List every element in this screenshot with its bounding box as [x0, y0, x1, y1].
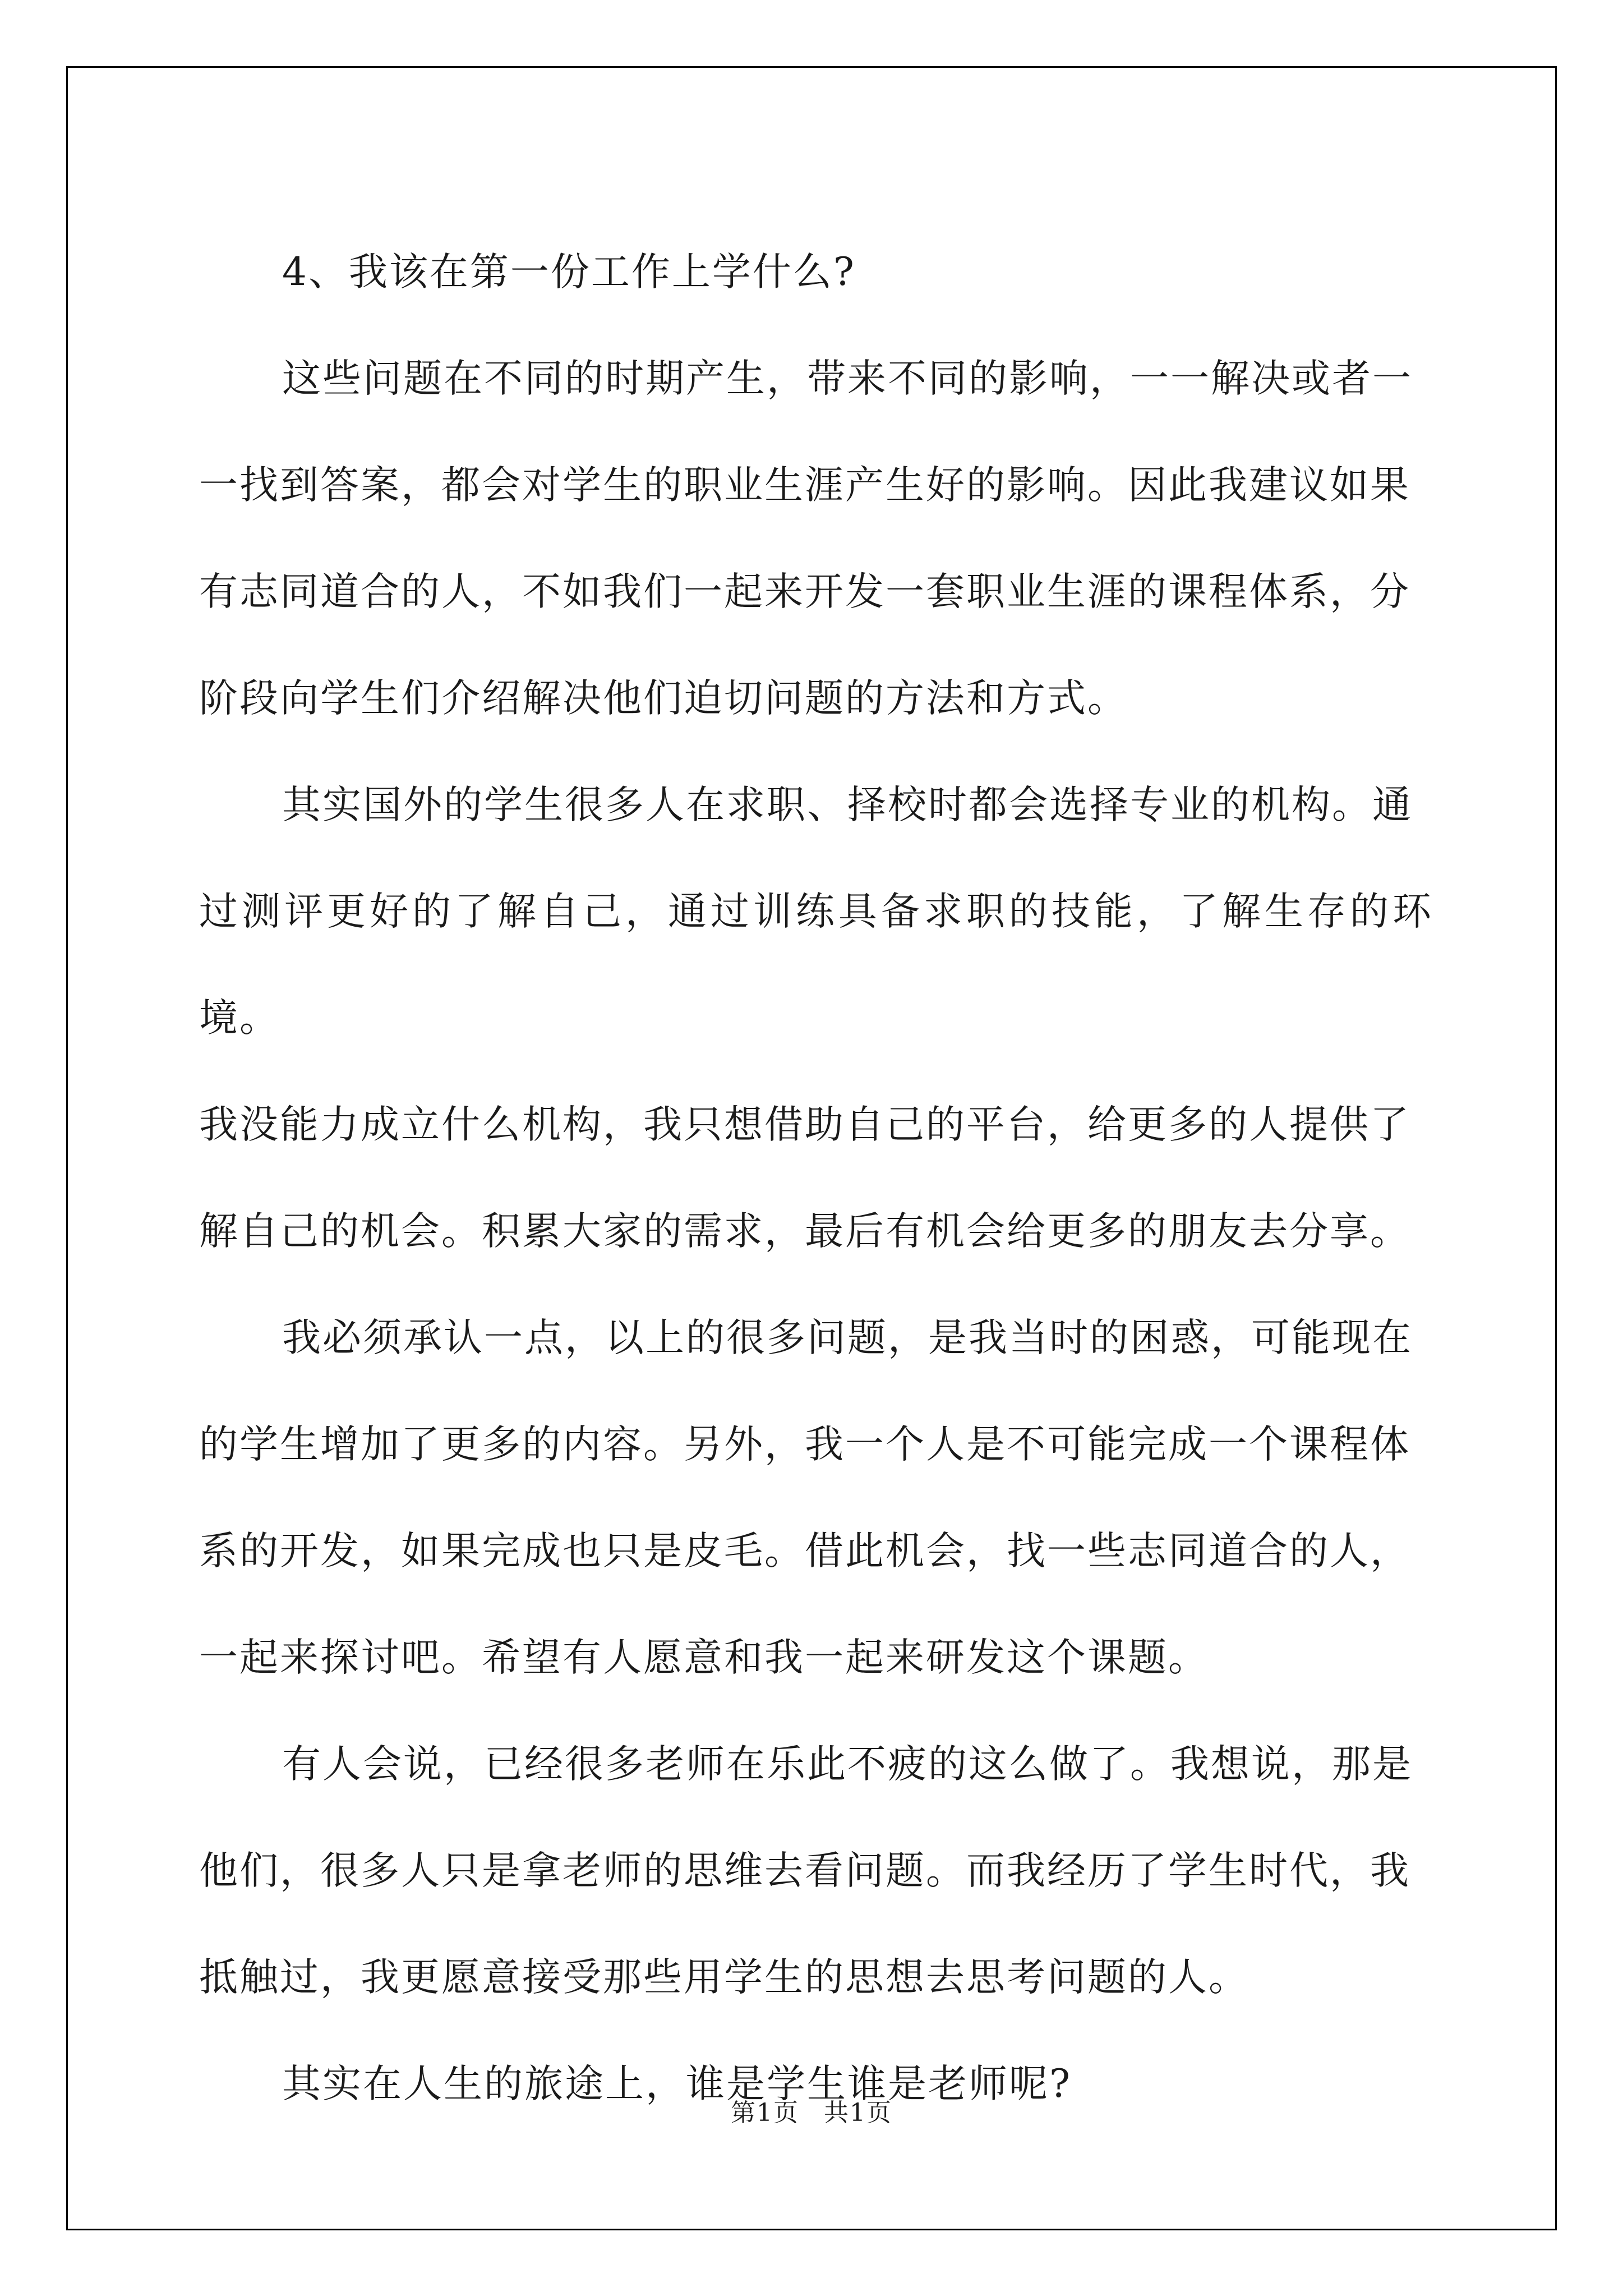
paragraph-line: 的学生增加了更多的内容。另外，我一个人是不可能完成一个课程体: [199, 1422, 1410, 1467]
paragraph-1: [199, 219, 1433, 325]
paragraph-line: 他们，很多人只是拿老师的思维去看问题。而我经历了学生时代，我: [199, 1848, 1410, 1893]
paragraph-line: 解自己的机会。积累大家的需求，最后有机会给更多的朋友去分享。: [199, 1209, 1410, 1254]
paragraph-line: 我没能力成立什么机构，我只想借助自己的平台，给更多的人提供了: [199, 1102, 1410, 1147]
paragraph-2: [199, 325, 1433, 752]
paragraph-line: 抵触过，我更愿意接受那些用学生的思想去思考问题的人。: [199, 1955, 1249, 2000]
paragraph-line: 阶段向学生们介绍解决他们迫切问题的方法和方式。: [199, 676, 1128, 721]
paragraph-line: 有志同道合的人，不如我们一起来开发一套职业生涯的课程体系，分: [199, 569, 1410, 614]
page-footer: [0, 2092, 1623, 2128]
paragraph-line: 这些问题在不同的时期产生，带来不同的影响，一一解决或者一: [282, 356, 1413, 401]
page-number-current: 第1页: [731, 2099, 799, 2127]
paragraph-line: 4、我该在第一份工作上学什么?: [282, 250, 856, 295]
paragraph-line: 其实在人生的旅途上，谁是学生谁是老师呢?: [282, 2062, 1072, 2106]
paragraph-5: [199, 1711, 1433, 2031]
paragraph-line: 其实国外的学生很多人在求职、择校时都会选择专业的机构。通: [282, 783, 1413, 827]
paragraph-line: 我必须承认一点，以上的很多问题，是我当时的困惑，可能现在: [282, 1315, 1413, 1360]
paragraph-3: [199, 752, 1433, 1285]
paragraph-line: 过测评更好的了解自己，通过训练具备求职的技能，了解生存的环境。: [199, 889, 1433, 1041]
paragraph-4: [199, 1285, 1433, 1711]
paragraph-line: 有人会说，已经很多老师在乐此不疲的这么做了。我想说，那是: [282, 1742, 1413, 1787]
paragraph-line: 系的开发，如果完成也只是皮毛。借此机会，找一些志同道合的人，: [199, 1529, 1410, 1573]
document-body: [199, 219, 1433, 2137]
page-number-total: 共1页: [824, 2099, 892, 2127]
paragraph-line: 一起来探讨吧。希望有人愿意和我一起来研发这个课题。: [199, 1635, 1209, 1680]
paragraph-line: 一找到答案，都会对学生的职业生涯产生好的影响。因此我建议如果: [199, 463, 1410, 508]
